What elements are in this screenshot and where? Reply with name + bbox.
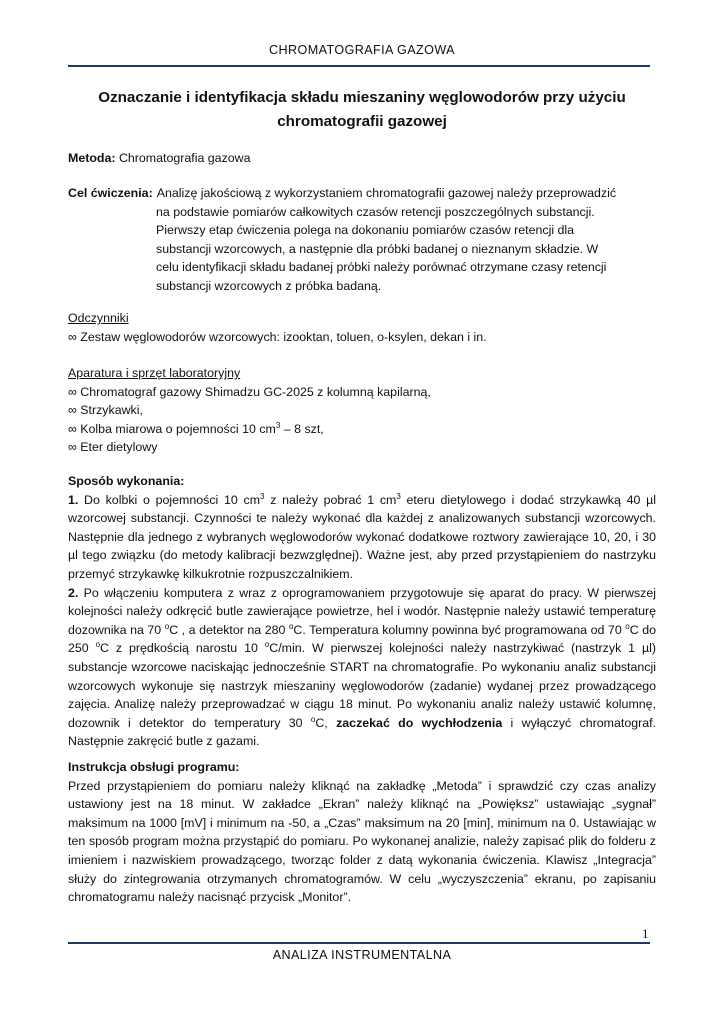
sposob-step-2: 2. Po włączeniu komputera z wraz z oprogramowaniem przygotowuje się aparat do pracy. W pierwszej kolejności należy odkręcić butle zawierające powietrze, hel i wodór. Następnie należy ustawić temperaturę dozownika na 70 $^o$C , a detektor na 280 $^o$C. Temperatura kolumny powinna być programowana od 70 $^o$C do 250 $^o$C z prędkością narostu 10 $^o$C/min. W pierwszej kolejności należy nastrzykiwać (nastrzyk 1 µl) substancje wzorcowe naciskając jednocześnie START na chromatografie. Po wykonaniu analiz substancji wzorcowych wykonuje się nastrzyk mieszaniny węglowodorów (zadanie) wydanej przez prowadzącego zajęcia. Analizę należy przeprowadzać w ciągu 18 minut. Po wykonaniu analiz należy ustawić kolumnę, dozownik i detektor do temperatury 30 $^o$C, zaczekać do wychłodzenia i wyłączyć chromatograf. Następnie zakręcić butle z gazami. [68,585,657,749]
page-footer: ANALIZA INSTRUMENTALNA [272,948,452,962]
header-rule [68,65,650,67]
cel-line-1: Analizę jakościową z wykorzystaniem chromatografii gazowej należy przeprowadzić [156,186,617,200]
footer-rule [68,942,650,944]
instrukcja-heading: Instrukcja obsługi programu: [68,760,240,774]
aparatura-item-2: ∞ Strzykawki, [68,403,143,418]
page-number: 1 [642,926,649,941]
cel-line-2: na podstawie pomiarów całkowitych czasów retencji poszczególnych substancji. [156,204,595,219]
odczynniki-item: ∞ Zestaw węglowodorów wzorcowych: izooktan, toluen, o-ksylen, dekan i in. [68,329,487,344]
sposob-heading: Sposób wykonania: [68,474,185,488]
cel-section [68,184,656,296]
metoda-value: Chromatografia gazowa [118,151,251,165]
aparatura-item-3: ∞ Kolba miarowa o pojemności 10 $cm^3 - 8$ szt, [68,420,324,436]
instrukcja-body: Przed przystąpieniem do pomiaru należy kliknąć na zakładkę „Metoda” i sprawdzić czy czas analizy ustawiony jest na 18 minut. W zakładce „Ekran” należy kliknąć na „Powiększ” ustawiając „sygnał” maksimum na 1000 [mV] i minimum na -50, a „Czas” maksimum na 20 [min], minimum na 0. Ustawiając w ten sposób program można przystąpić do pomiaru. Po wykonanej analizie, należy zapisać plik do folderu z imieniem i nazwiskiem prowadzącego, tworząc folder z datą wykonania ćwiczenia. Klawisz „Integracja” służy do zintegrowania otrzymanych chromatogramów. W celu „wyczyszczenia” ekranu, po zapisaniu chromatogramu należy nacisnąć przycisk „Monitor”. [68,778,656,905]
odczynniki-heading: Odczynniki [68,311,129,325]
sposob-section [68,472,656,751]
document-title: Oznaczanie i identyfikacja składu mieszaniny węglowodorów przy użyciu chromatografii gazowej [98,89,626,130]
sposob-step-1: 1. Do kolbki o pojemności 10 $cm^3$ z należy pobrać 1 $cm^3$ eteru dietylowego i dodać strzykawką 40 µl wzorcowej substancji. Czynności te należy wykonać dla każdej z analizowanych substancji wzorcowych. Następnie dla jednego z wybranych węglowodorów wykonać dodatkowe roztwory zawierające 10, 20, i 30 µl tego związku (do metody kalibracji bezwzględnej). Ważne jest, aby przed przystąpieniem do nastrzyku przemyć strzykawkę kilkukrotnie rozpuszczalnikiem. [68,491,656,581]
metoda-line [68,149,656,168]
cel-label: Cel ćwiczenia: [68,186,153,200]
aparatura-item-4: ∞ Eter dietylowy [68,440,158,455]
aparatura-heading: Aparatura i sprzęt laboratoryjny [68,366,241,380]
cel-line-4: substancji wzorcowych, a następnie dla próbki badanej o nieznanym składzie. W [156,241,599,256]
aparatura-section [68,364,656,457]
odczynniki-section [68,309,656,346]
instrukcja-section [68,758,656,907]
cel-line-5: celu identyfikacji składu badanej próbki należy porównać otrzymane czasy retencji [156,260,607,275]
page-header: CHROMATOGRAFIA GAZOWA [269,43,455,57]
metoda-label: Metoda: [68,151,116,165]
aparatura-item-1: ∞ Chromatograf gazowy Shimadzu GC-2025 z kolumną kapilarną, [68,384,431,399]
cel-line-6: substancji wzorcowych z próbka badaną. [156,278,382,293]
cel-line-3: Pierwszy etap ćwiczenia polega na dokonaniu pomiarów czasów retencji dla [156,223,575,238]
